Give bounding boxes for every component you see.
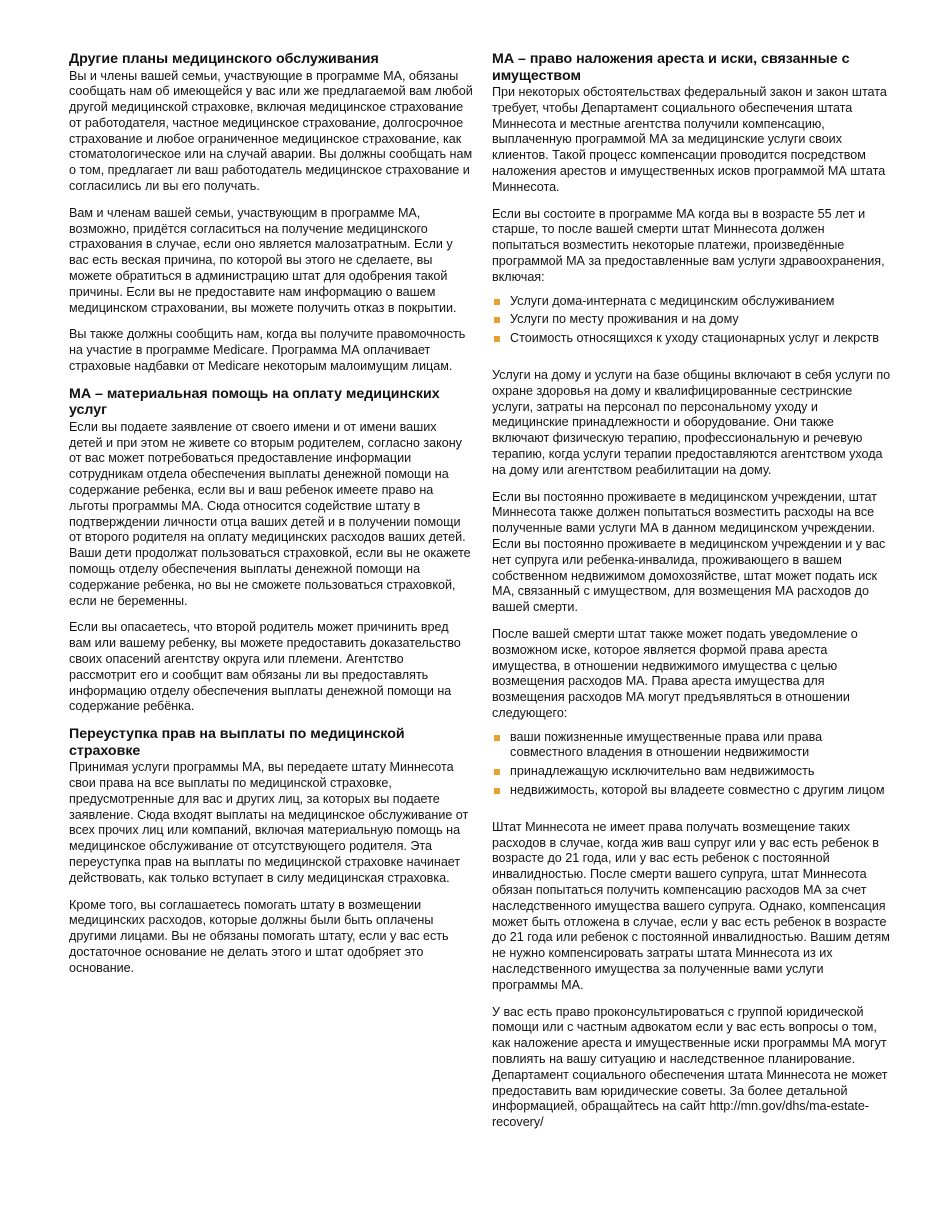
list-item: ваши пожизненные имущественные права или права совместного владения в отношении недвижимости bbox=[492, 730, 892, 762]
paragraph: Если вы постоянно проживаете в медицинском учреждении, штат Миннесота также должен попытаться возместить расходы на все полученные вами услуги МА в данном медицинском учреждении. Если вы постоянно проживаете в медицинском учреждении и у вас нет супруга или ребенка-инвалида, проживающего в вашем собственном недвижимом домохозяйстве, штат может подать иск МА, связанный с имуществом, для возмещения МА расходов до вашей смерти. bbox=[492, 489, 886, 615]
bullet-square-icon bbox=[494, 299, 500, 305]
section-assignment-of-rights bbox=[69, 726, 473, 976]
section-heading: Другие планы медицинского обслуживания bbox=[69, 51, 379, 67]
paragraph: Принимая услуги программы МА, вы передаете штату Миннесота свои права на все выплаты по медицинской страховке, предусмотренные для вас и других лиц, за которых вы подаете заявление. Сюда входят выплаты на медицинское обслуживание от всех прочих лиц или компаний, включая материальную помощь на медицинское обслуживание от отсутствующего родителя. Эта переуступка прав на выплаты по медицинской страховке начинает действовать, как только вступает в силу медицинская страховка. bbox=[69, 760, 469, 885]
list-item: Стоимость относящихся к уходу стационарных услуг и лекрств bbox=[492, 331, 892, 347]
paragraph: Вы также должны сообщить нам, когда вы получите правомочность на участие в программе Medicare. Программа МА оплачивает страховые надбавки от Medicare некоторым малоимущим лицам. bbox=[69, 327, 466, 374]
bullet-square-icon bbox=[494, 336, 500, 342]
section-liens-and-estate-claims bbox=[492, 51, 892, 1131]
paragraph: Вам и членам вашей семьи, участвующим в программе МА, возможно, придётся согласиться на получение медицинского страхования в случае, если оно является малозатратным. Если у вас есть веская причина, по которой вы этого не сделаете, вы можете обратиться в администрацию штат для одобрения такой причины. Если вы не предоставите нам информацию о вашем медицинском страховании, вы можете получить отказ в покрытии. bbox=[69, 205, 457, 315]
paragraph: После вашей смерти штат также может подать уведомление о возможном иске, которое является формой права ареста имущества, в отношении недвижимого имущества с целью возмещения расходов МА. Права ареста имущества для возмещения расходов МА могут предъявляться в отношении следующего: bbox=[492, 626, 858, 720]
bullet-square-icon bbox=[494, 788, 500, 794]
paragraph: Кроме того, вы соглашаетесь помогать штату в возмещении медицинских расходов, которые должны были быть оплачены другими лицами. Вы не обязаны помогать штату, если у вас есть достаточное основание не делать этого и штат одобряет это основание. bbox=[69, 897, 449, 975]
bullet-square-icon bbox=[494, 317, 500, 323]
section-medical-assistance-help bbox=[69, 386, 473, 715]
list-item: принадлежащую исключительно вам недвижимость bbox=[492, 764, 892, 780]
paragraph: Штат Миннесота не имеет права получать возмещение таких расходов в случае, когда жив ваш супруг или у вас есть ребенок в возрасте до 21 года, или у вас есть ребенок с постоянной инвалидностью. После смерти вашего супруга, штат Миннесота обязан попытаться получить компенсацию расходов МА за счет наследственного имущества вашего супруга. Однако, компенсация может быть отложена в случае, если у вас есть ребенок в возрасте до 21 года или ребенок с постоянной инвалидностью. Вашим детям не нужно компенсировать затраты штата Миннесота из их наследственного имущества за полученные вами услуги программы МА. bbox=[492, 819, 890, 992]
paragraph: Если вы опасаетесь, что второй родитель может причинить вред вам или вашему ребенку, вы можете предоставить доказательство своих опасений агентству округа или племени. Агентство рассмотрит его и сообщит вам обязаны ли вы предоставлять информацию отделу обеспечения выплаты денежной помощи на содержание ребёнка. bbox=[69, 620, 461, 714]
paragraph: Если вы подаете заявление от своего имени и от имени ваших детей и при этом не живете со вторым родителем, согласно закону от вас может потребоваться предоставление информации сотрудникам отдела обеспечения выплаты денежной помощи на содержание ребенка, если вы и ваш ребенок имеете право на льготы программы МА. Сюда относится содействие штату в подтверждении личности отца ваших детей и в получении помощи от второго родителя на оплату медицинских расходов ваших детей. Ваши дети продолжат пользоваться страховкой, если вы не окажете помощь отделу обеспечения выплаты денежной помощи на содержание ребенка, но вы не сможете пользоваться страховкой, если не беременны. bbox=[69, 419, 471, 608]
services-list bbox=[492, 294, 892, 347]
paragraph: При некоторых обстоятельствах федеральный закон и закон штата требует, чтобы Департамент социального обеспечения штата Миннесота и местные агентства получили компенсацию, выплаченную программой МА за медицинские услуги своих клиентов. Такой процесс компенсации проводится посредством наложения арестов и имущественных исков программой МА штата Миннесота. bbox=[492, 85, 887, 194]
section-heading: МА – право наложения ареста и иски, связанные с имуществом bbox=[492, 51, 850, 84]
paragraph: Услуги на дому и услуги на базе общины включают в себя услуги по охране здоровья на дому и квалифицированные сестринские услуги, затраты на персонал по персональному уходу и медицинские принадлежности и оборудование. Они также включают физическую терапию, профессиональную и речевую терапию, когда услуги терапии предоставляются агентством ухода на дому или агентством реабилитации на дому. bbox=[492, 367, 891, 477]
paragraph: Если вы состоите в программе МА когда вы в возрасте 55 лет и старше, то после вашей смерти штат Миннесота должен попытаться возместить некоторые платежи, произведённые программой МА за предоставленные вам услуги здравоохранения, включая: bbox=[492, 206, 885, 284]
list-item: Услуги дома-интерната с медицинским обслуживанием bbox=[492, 294, 892, 310]
section-heading: Переуступка прав на выплаты по медицинской страховке bbox=[69, 726, 405, 759]
paragraph: Вы и члены вашей семьи, участвующие в программе МА, обязаны сообщать нам об имеющейся у вас или же предлагаемой вам любой другой медицинской страховке, включая медицинское страхование от работодателя, частное медицинское страхование, долгосрочное страхование и любое ограниченное медицинское страхование, как стоматологическое или на случай аварии. Вы должны сообщать нам о том, предлагает ли ваш работодатель медицинское страхование и согласились ли вы его получать. bbox=[69, 68, 473, 194]
right-column bbox=[492, 51, 892, 1142]
paragraph: У вас есть право проконсультироваться с группой юридической помощи или с частным адвокатом если у вас есть вопросы о том, как наложение ареста и имущественные иски программы МА могут повлиять на вашу ситуацию и наследственное планирование. Департамент социального обеспечения штата Миннесота не может предоставить вам юридические советы. За более детальной информацией, обращайтесь на сайт http://mn.gov/dhs/ma-estate-recovery/ bbox=[492, 1004, 888, 1130]
property-list bbox=[492, 730, 892, 799]
bullet-square-icon bbox=[494, 735, 500, 741]
section-heading: МА – материальная помощь на оплату медицинских услуг bbox=[69, 385, 440, 419]
left-column bbox=[69, 51, 473, 988]
bullet-square-icon bbox=[494, 769, 500, 775]
list-item: Услуги по месту проживания и на дому bbox=[492, 312, 892, 328]
list-item: недвижимость, которой вы владеете совместно с другим лицом bbox=[492, 783, 892, 799]
section-other-health-plans bbox=[69, 51, 473, 375]
